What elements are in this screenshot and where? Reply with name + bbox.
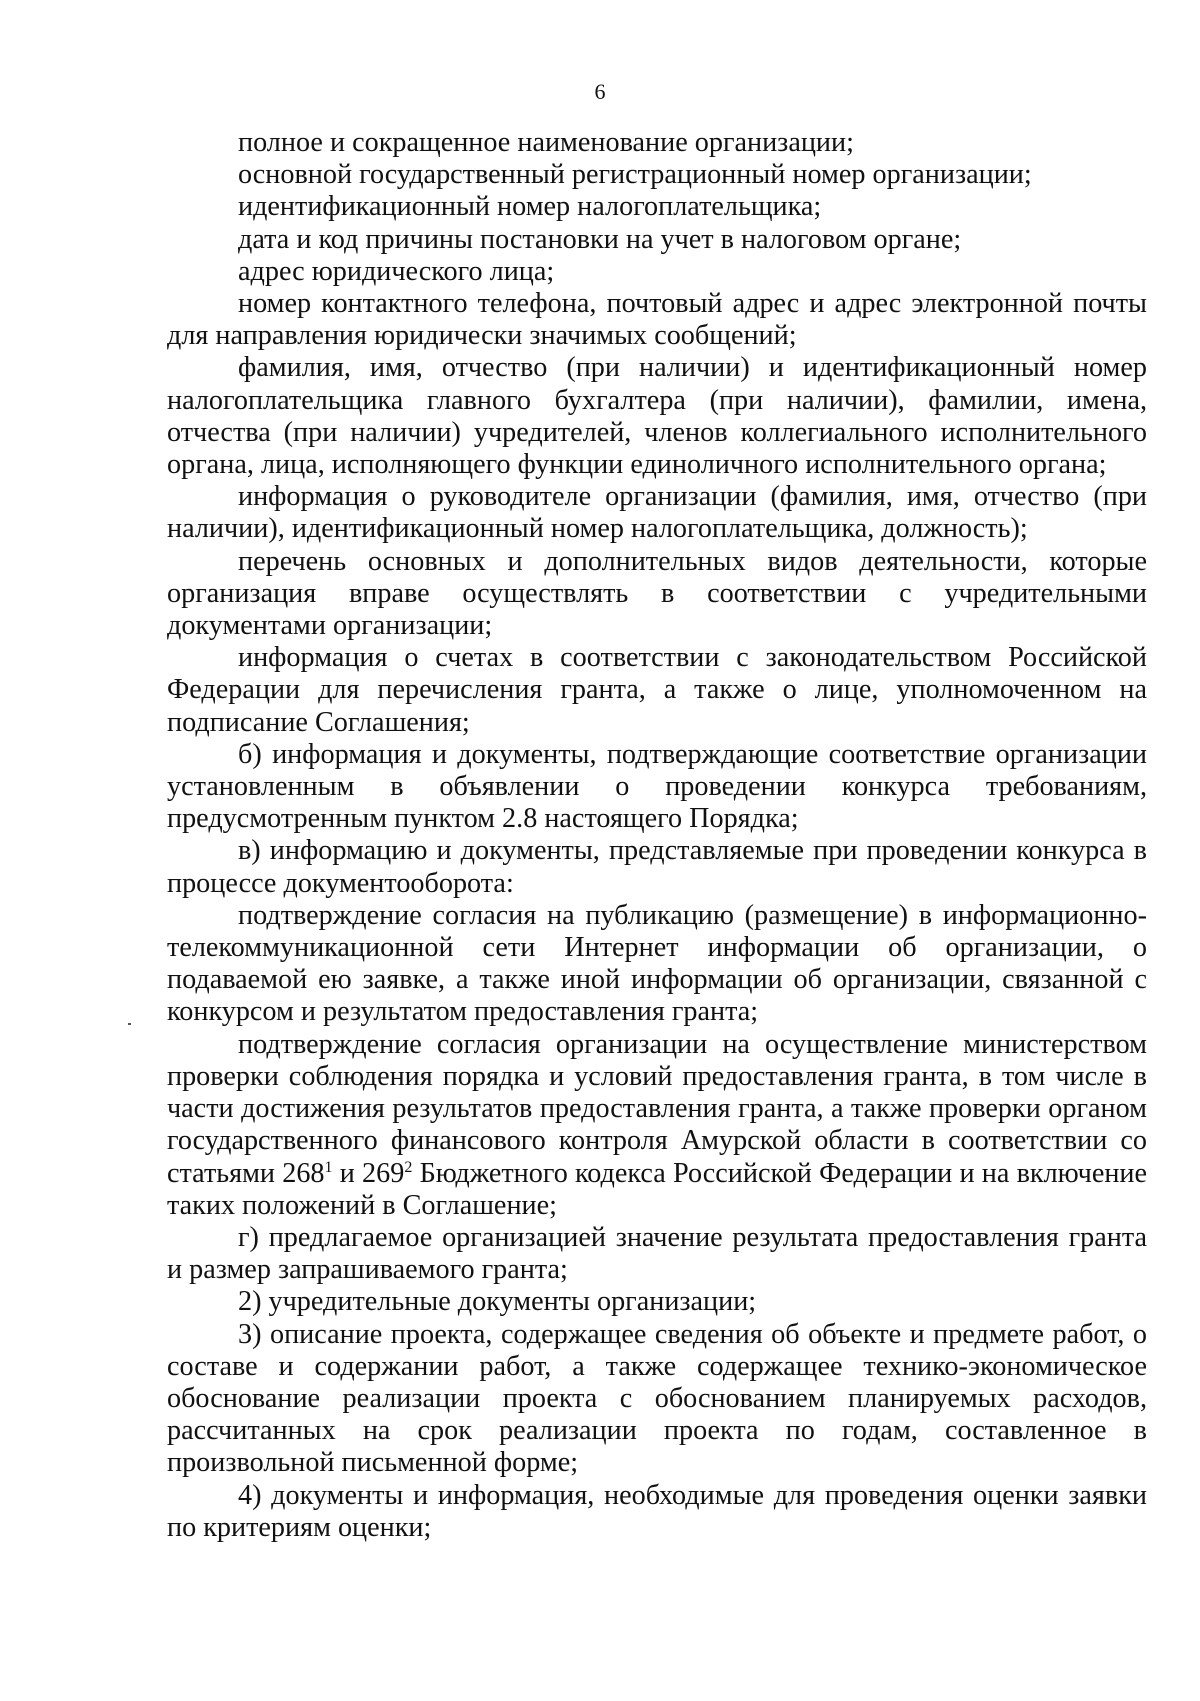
paragraph: полное и сокращенное наименование организации; (238, 127, 854, 158)
paragraph: номер контактного телефона, почтовый адрес и адрес электронной почты для направления юридически значимых сообщений; (167, 288, 1147, 352)
paragraph: г) предлагаемое организацией значение результата предоставления гранта и размер запрашиваемого гранта; (167, 1221, 1147, 1286)
paragraph: информация о руководителе организации (фамилия, имя, отчество (при наличии), идентификационный номер налогоплательщика, должность); (167, 481, 1147, 545)
page-number: 6 (594, 79, 606, 104)
paragraph: 4) документы и информация, необходимые для проведения оценки заявки по критериям оценки; (167, 1479, 1147, 1543)
statute-tail: Бюджетного кодекса Российской Федерации и на включение таких положений в Соглашение; (167, 1157, 1148, 1221)
scan-dot (128, 1023, 131, 1025)
paragraph: дата и код причины постановки на учет в налоговом органе; (238, 223, 962, 255)
paragraph: основной государственный регистрационный номер организации; (238, 159, 1032, 191)
paragraph: перечень основных и дополнительных видов деятельности, которые организация вправе осуществлять в соответствии с учредительными документами организации; (167, 545, 1147, 642)
paragraph: информация о счетах в соответствии с законодательством Российской Федерации для перечисления гранта, а также о лице, уполномоченном на подписание Соглашения; (167, 642, 1147, 738)
paragraph: подтверждение согласия на публикацию (размещение) в информационно-телекоммуникационной сети Интернет информации об организации, о подаваемой ею заявке, а также иной информации об организации, связанной с конкурсом и результатом предоставления гранта; (167, 899, 1147, 1028)
superscript: 2 (404, 1158, 413, 1176)
statute-lead: подтверждение согласия организации на осуществление министерством проверки соблюдения порядка и условий предоставления гранта, в том числе в части достижения результатов предоставления гранта, а также проверки органом государственного финансового контроля Амурской области в соответствии со статьями 268 (167, 1028, 1147, 1189)
paragraph: 2) учредительные документы организации; (238, 1286, 757, 1318)
statute-mid: и 269 (332, 1157, 405, 1189)
paragraph: 3) описание проекта, содержащее сведения об объекте и предмете работ, о составе и содержании работ, а также содержащее технико-экономическое обоснование реализации проекта с обоснованием планируемых расходов, рассчитанных на срок реализации проекта по годам, составленное в произвольной письменной форме; (167, 1318, 1147, 1479)
document-body (167, 127, 1147, 1544)
paragraph: в) информацию и документы, представляемые при проведении конкурса в процессе документооборота: (167, 835, 1147, 899)
statute-paragraph (167, 1029, 1147, 1222)
paragraph: адрес юридического лица; (238, 255, 555, 287)
paragraph: идентификационный номер налогоплательщика; (238, 191, 822, 223)
paragraph: фамилия, имя, отчество (при наличии) и идентификационный номер налогоплательщика главного бухгалтера (при наличии), фамилии, имена, отчества (при наличии) учредителей, членов коллегиального исполнительного органа, лица, исполняющего функции единоличного исполнительного органа; (167, 352, 1147, 481)
paragraph: б) информация и документы, подтверждающие соответствие организации установленным в объявлении о проведении конкурса требованиям, предусмотренным пунктом 2.8 настоящего Порядка; (167, 738, 1147, 835)
superscript: 1 (324, 1158, 333, 1176)
